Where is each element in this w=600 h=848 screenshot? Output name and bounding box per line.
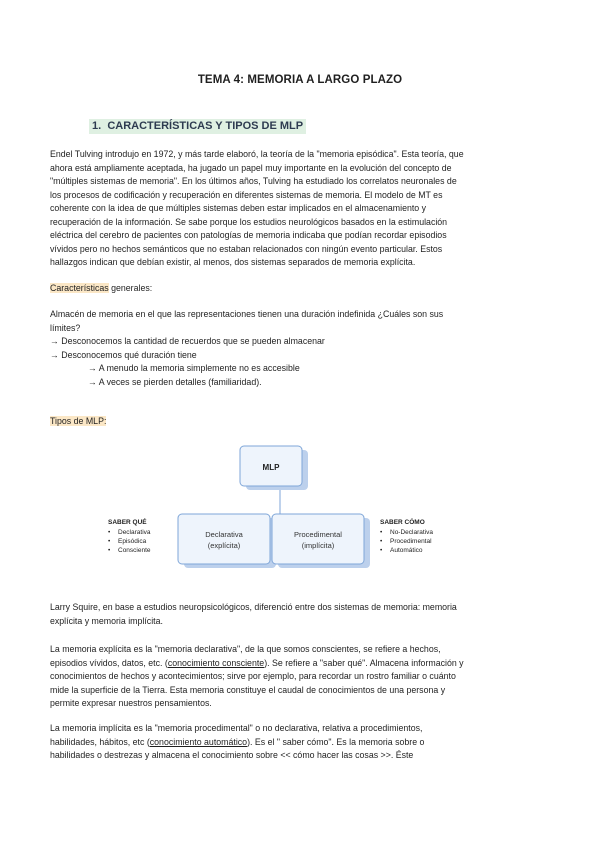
procedimental-box bbox=[272, 514, 364, 564]
explicita-text: episodios vívidos, datos, etc. ( bbox=[50, 657, 168, 668]
intro-line: eléctrica del cerebro de pacientes con patologías de memoria indicaba que podían recordar episodios bbox=[50, 230, 447, 240]
section-label: CARACTERÍSTICAS Y TIPOS DE MLP bbox=[107, 120, 304, 132]
declarativa-sublabel: (explícita) bbox=[207, 541, 241, 550]
explicita-line bbox=[50, 657, 464, 670]
conocimiento-automatico-term: conocimiento automático bbox=[149, 736, 248, 747]
implicita-text: habilidades, hábitos, etc ( bbox=[50, 736, 150, 747]
procedimental-sublabel: (implícita) bbox=[301, 541, 335, 550]
intro-line: los procesos de codificación y recuperación en diferentes sistemas de memoria. El modelo de MT es bbox=[50, 189, 443, 200]
saber-como-bullet: • bbox=[380, 529, 383, 536]
conocimiento-consciente-term: conocimiento consciente bbox=[167, 657, 265, 668]
declarativa-box bbox=[178, 514, 270, 564]
implicita-line: habilidades o destrezas y almacena el conocimiento sobre << cómo hacer las cosas >>. Éste bbox=[50, 750, 414, 760]
saber-como-item: No-Declarativa bbox=[390, 529, 433, 536]
explicita-text: ). Se refiere a "saber qué". Almacena información y bbox=[264, 657, 464, 668]
saber-que-bullet: • bbox=[108, 547, 111, 554]
implicita-line: La memoria implícita es la "memoria procedimental" o no declarativa, relativa a procedimientos, bbox=[50, 723, 423, 733]
intro-line: coherente con la idea de que múltiples sistemas deben estar implicados en el almacenamiento y bbox=[50, 203, 427, 213]
sub-list-item: → A veces se pierden detalles (familiaridad). bbox=[88, 376, 262, 387]
implicita-line bbox=[50, 736, 424, 749]
caracteristicas-rest: generales: bbox=[108, 283, 153, 293]
intro-line: Endel Tulving introdujo en 1972, y más tarde elaboró, la teoría de la "memoria episódica". Esta teoría, que bbox=[50, 149, 464, 159]
sub-list-item: → A menudo la memoria simplemente no es accesible bbox=[88, 363, 300, 373]
implicita-text: ). Es el " saber cómo". Es la memoria sobre o bbox=[247, 736, 425, 747]
intro-line: recuperación de la información. Se sabe porque los estudios neurológicos basados en la estimulación bbox=[50, 216, 448, 227]
root-label: MLP bbox=[262, 463, 280, 472]
saber-como-bullet: • bbox=[380, 547, 383, 554]
mlp-diagram bbox=[100, 440, 500, 580]
squire-line: explícita y memoria implícita. bbox=[50, 615, 163, 626]
page-title: TEMA 4: MEMORIA A LARGO PLAZO bbox=[197, 74, 403, 86]
saber-como-item: Automático bbox=[390, 547, 423, 554]
declarativa-label: Declarativa bbox=[205, 530, 243, 539]
saber-que-item: Declarativa bbox=[118, 529, 151, 536]
saber-que-item: Consciente bbox=[118, 547, 151, 554]
section-heading bbox=[89, 119, 306, 134]
procedimental-label: Procedimental bbox=[294, 530, 342, 539]
saber-que-bullet: • bbox=[108, 538, 111, 545]
intro-line: ahora está ampliamente aceptada, ha jugado un papel muy importante en la evolución del concepto de bbox=[50, 162, 452, 173]
explicita-line: La memoria explícita es la "memoria declarativa", de la que somos conscientes, se refiere a hechos, bbox=[50, 644, 441, 654]
squire-line: Larry Squire, en base a estudios neuropsicológicos, diferenció entre dos sistemas de memoria: memoria bbox=[50, 602, 457, 612]
intro-line: hallazgos indican que debían existir, al menos, dos sistemas separados de memoria explícita. bbox=[50, 257, 416, 267]
caracteristicas-highlight: Características bbox=[50, 283, 109, 293]
explicita-line: permite expresar nuestros pensamientos. bbox=[50, 698, 212, 708]
intro-line: "múltiples sistemas de memoria". En los últimos años, Tulving ha estudiado los correlatos neuronales de bbox=[50, 176, 457, 186]
list-item: → Desconocemos la cantidad de recuerdos que se pueden almacenar bbox=[50, 336, 325, 346]
list-item: → Desconocemos qué duración tiene bbox=[50, 349, 197, 360]
tipos-label bbox=[50, 415, 106, 428]
saber-que-heading: SABER QUÉ bbox=[108, 519, 147, 526]
saber-como-heading: SABER CÓMO bbox=[380, 519, 425, 526]
question-line: Almacén de memoria en el que las representaciones tienen una duración indefinida ¿Cuáles son sus bbox=[50, 309, 444, 319]
section-number: 1. bbox=[92, 120, 102, 132]
saber-como-bullet: • bbox=[380, 538, 383, 545]
saber-que-bullet: • bbox=[108, 529, 111, 536]
saber-que-item: Episódica bbox=[118, 538, 147, 545]
intro-line: vívidos pero no hechos semánticos que no estaban relacionados con ningún evento particular. Estos bbox=[50, 243, 443, 254]
explicita-line: mide la superficie de la Tierra. Esta memoria constituye el caudal de conocimientos de una persona y bbox=[50, 684, 446, 695]
tipos-highlight: Tipos de MLP: bbox=[50, 416, 107, 426]
question-line: límites? bbox=[50, 322, 81, 333]
explicita-line: conocimientos de hechos y acontecimientos; sirve por ejemplo, para recordar un rostro familiar o cuánto bbox=[50, 671, 456, 681]
caracteristicas-label bbox=[50, 282, 152, 295]
saber-como-item: Procedimental bbox=[390, 538, 432, 545]
